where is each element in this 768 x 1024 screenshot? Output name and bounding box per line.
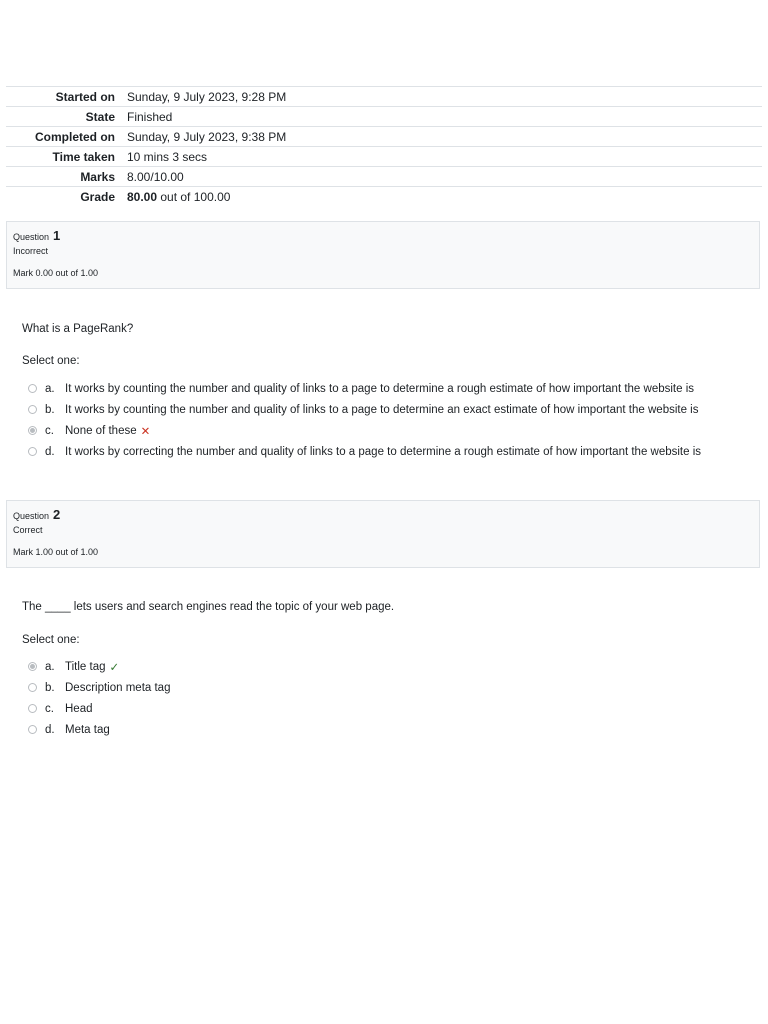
option-letter: a. <box>45 660 55 673</box>
radio-button[interactable] <box>28 447 37 456</box>
option-letter: c. <box>45 424 54 437</box>
summary-value: Sunday, 9 July 2023, 9:38 PM <box>127 129 287 144</box>
grade-value: 80.00 <box>127 189 158 204</box>
option-text: Title tag <box>65 660 106 673</box>
question-number: 2 <box>53 507 61 522</box>
summary-label: Marks <box>80 169 115 184</box>
summary-label: Completed on <box>35 129 115 144</box>
answer-option-b[interactable] <box>28 677 748 698</box>
summary-label: State <box>85 109 115 124</box>
summary-row <box>6 167 762 187</box>
question-2-answers <box>28 656 748 740</box>
summary-label: Time taken <box>52 149 115 164</box>
answer-option-a[interactable] <box>28 378 748 399</box>
summary-value: 10 mins 3 secs <box>127 149 208 164</box>
summary-value <box>121 187 762 207</box>
answer-option-a[interactable] <box>28 656 748 677</box>
question-state: Correct <box>13 525 43 535</box>
radio-button[interactable] <box>28 704 37 713</box>
quiz-summary-table <box>6 86 762 207</box>
question-1-prompt: Select one: <box>22 355 80 367</box>
answer-option-d[interactable] <box>28 441 748 462</box>
question-1-info <box>6 221 760 289</box>
summary-value: 8.00/10.00 <box>127 169 184 184</box>
answer-option-c[interactable] <box>28 420 748 441</box>
summary-label: Grade <box>80 189 115 204</box>
incorrect-icon: ✕ <box>140 425 151 438</box>
answer-option-d[interactable] <box>28 719 748 740</box>
question-1-text: What is a PageRank? <box>22 323 134 335</box>
question-number: 1 <box>53 228 61 243</box>
question-mark: Mark 1.00 out of 1.00 <box>13 547 99 557</box>
option-text: It works by counting the number and quality of links to a page to determine an exact estimate of how important the website is <box>65 403 699 416</box>
option-letter: c. <box>45 702 54 715</box>
option-letter: b. <box>45 403 55 416</box>
option-text: Meta tag <box>65 723 110 736</box>
option-letter: b. <box>45 681 55 694</box>
option-text: It works by counting the number and quality of links to a page to determine a rough estimate of how important the website is <box>65 382 695 395</box>
option-text: Description meta tag <box>65 681 171 694</box>
correct-check-icon: ✓ <box>109 661 120 674</box>
option-text: It works by correcting the number and quality of links to a page to determine a rough estimate of how important the website is <box>65 445 702 458</box>
question-mark: Mark 0.00 out of 1.00 <box>13 268 99 278</box>
option-letter: d. <box>45 445 55 458</box>
radio-button-selected[interactable] <box>28 662 37 671</box>
question-2-info <box>6 500 760 568</box>
grade-out-of: out of 100.00 <box>157 189 231 204</box>
option-text: None of these <box>65 424 137 437</box>
summary-row <box>6 187 762 207</box>
radio-button[interactable] <box>28 405 37 414</box>
summary-value: Finished <box>127 109 173 124</box>
summary-value: Sunday, 9 July 2023, 9:28 PM <box>127 89 287 104</box>
summary-label: Started on <box>55 89 115 104</box>
answer-option-b[interactable] <box>28 399 748 420</box>
radio-button[interactable] <box>28 683 37 692</box>
summary-row <box>6 147 762 167</box>
summary-row <box>6 127 762 147</box>
radio-button[interactable] <box>28 725 37 734</box>
question-2-prompt: Select one: <box>22 634 80 646</box>
question-1-answers <box>28 378 748 462</box>
question-2-text: The ____ lets users and search engines read the topic of your web page. <box>22 601 395 613</box>
radio-button[interactable] <box>28 384 37 393</box>
answer-option-c[interactable] <box>28 698 748 719</box>
option-letter: d. <box>45 723 55 736</box>
question-label: Question <box>13 232 50 242</box>
summary-row <box>6 87 762 107</box>
radio-button-selected[interactable] <box>28 426 37 435</box>
question-label: Question <box>13 511 50 521</box>
question-state: Incorrect <box>13 246 49 256</box>
summary-row <box>6 107 762 127</box>
option-text: Head <box>65 702 93 715</box>
option-letter: a. <box>45 382 55 395</box>
